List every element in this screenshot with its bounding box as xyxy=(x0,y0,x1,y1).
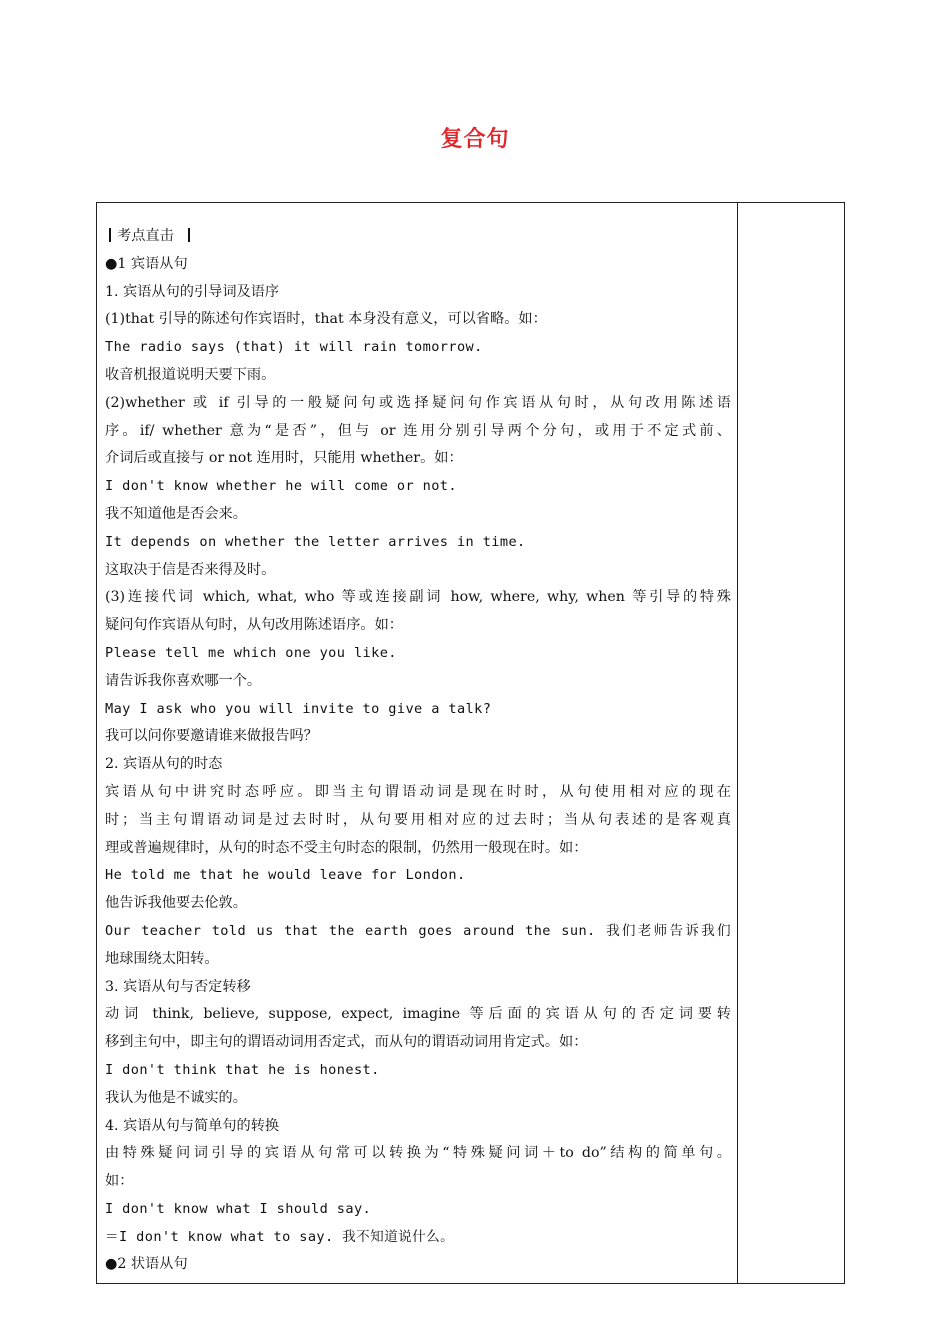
text-line: I don't know whether he will come or not. xyxy=(105,478,457,495)
header-bar-left xyxy=(109,228,111,242)
text-line: Our teacher told us that the earth goes around the sun. 我们老师告诉我们 xyxy=(105,922,731,939)
text-line: ●2 状语从句 xyxy=(105,1256,188,1273)
text-line: 我可以问你要邀请谁来做报告吗？ xyxy=(105,728,318,745)
text-line: 介词后或直接与 or not 连用时，只能用 whether。如： xyxy=(105,450,463,467)
text-line: He told me that he would leave for London. xyxy=(105,867,466,884)
section-header-label: 考点直击 xyxy=(117,228,174,244)
text-line: I don't think that he is honest. xyxy=(105,1061,380,1078)
text-line: 他告诉我他要去伦敦。 xyxy=(105,895,247,912)
text-line: 4. 宾语从句与简单句的转换 xyxy=(105,1117,280,1134)
text-line: I don't know what I should say. xyxy=(105,1200,372,1217)
text-line: 移到主句中，即主句的谓语动词用否定式，而从句的谓语动词用肯定式。如： xyxy=(105,1034,588,1051)
text-line: ＝I don't know what to say. 我不知道说什么。 xyxy=(105,1228,455,1245)
text-lines xyxy=(105,251,731,1279)
text-line: 疑问句作宾语从句时，从句改用陈述语序。如： xyxy=(105,617,403,634)
text-line: May I ask who you will invite to give a talk? xyxy=(105,700,492,717)
text-line: 动词 think, believe, suppose, expect, imagine 等后面的宾语从句的否定词要转 xyxy=(105,1006,731,1023)
text-line: 地球围绕太阳转。 xyxy=(105,950,219,967)
text-line: ●1 宾语从句 xyxy=(105,255,188,272)
text-line: 这取决于信是否来得及时。 xyxy=(105,561,276,578)
text-line: 由特殊疑问词引导的宾语从句常可以转换为“特殊疑问词＋to do”结构的简单句。 xyxy=(105,1145,731,1162)
text-line: The radio says (that) it will rain tomorrow. xyxy=(105,339,483,356)
text-line: It depends on whether the letter arrives in time. xyxy=(105,533,526,550)
text-line: 时；当主句谓语动词是过去时时，从句要用相对应的过去时；当从句表述的是客观真 xyxy=(105,811,731,828)
text-line: 我认为他是不诚实的。 xyxy=(105,1089,247,1106)
text-line: 序。if/ whether 意为“是否”，但与 or 连用分别引导两个分句，或用于不定式前、 xyxy=(105,422,731,439)
table-column-divider xyxy=(737,202,738,1284)
text-line: 我不知道他是否会来。 xyxy=(105,505,247,522)
text-line: (3)连接代词 which, what, who 等或连接副词 how, where, why, when 等引导的特殊 xyxy=(105,589,731,606)
section-header xyxy=(105,223,731,251)
text-line: 请告诉我你喜欢哪一个。 xyxy=(105,672,262,689)
header-bar-right xyxy=(188,228,190,242)
text-line: Please tell me which one you like. xyxy=(105,644,397,661)
text-line: 2. 宾语从句的时态 xyxy=(105,756,223,773)
text-line: (2)whether 或 if 引导的一般疑问句或选择疑问句作宾语从句时，从句改用陈述语 xyxy=(105,394,731,411)
text-line: 如： xyxy=(105,1173,134,1190)
text-line: (1)that 引导的陈述句作宾语时，that 本身没有意义，可以省略。如： xyxy=(105,311,547,328)
page-title: 复合句 xyxy=(440,127,510,152)
text-line: 收音机报道说明天要下雨。 xyxy=(105,366,276,383)
text-line: 3. 宾语从句与否定转移 xyxy=(105,978,251,995)
main-text-column xyxy=(105,223,731,1279)
text-line: 宾语从句中讲究时态呼应。即当主句谓语动词是现在时时，从句使用相对应的现在 xyxy=(105,783,731,800)
text-line: 1. 宾语从句的引导词及语序 xyxy=(105,283,280,300)
text-line: 理或普遍规律时，从句的时态不受主句时态的限制，仍然用一般现在时。如： xyxy=(105,839,588,856)
